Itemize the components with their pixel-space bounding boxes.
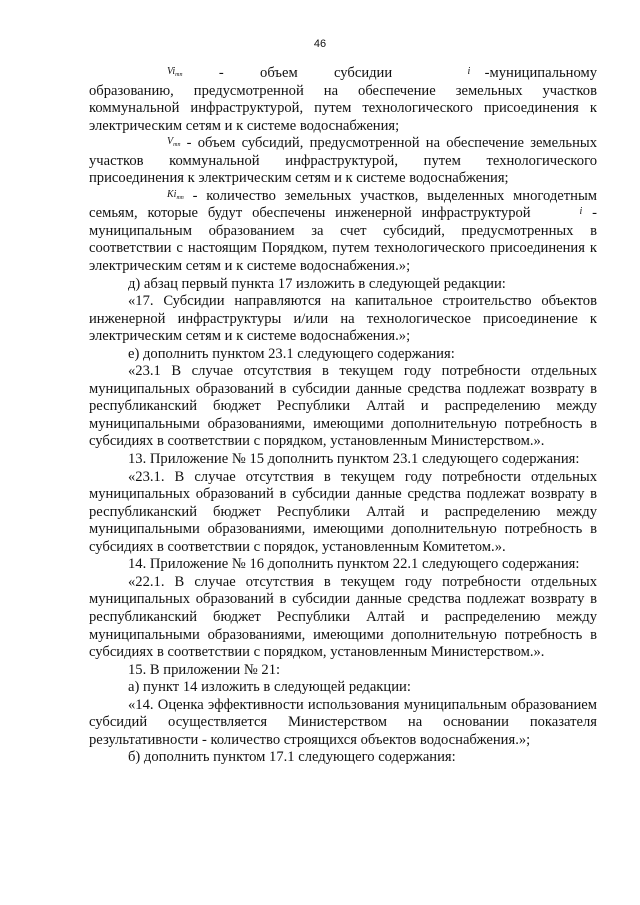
paragraph-definition-vi-text-b: -муниципальному образованию, предусмотренной на обеспечение земельных участков коммунальной инфраструктурой, путем технологического присоединения к электрическим сетям и к системе водоснабжения; (89, 65, 598, 134)
paragraph-definition-ki (89, 188, 597, 276)
paragraph-15: 15. В приложении № 21: (128, 661, 281, 678)
document-body (89, 65, 597, 767)
formula-symbol-vi-base: Vi (167, 66, 176, 77)
paragraph-item-14: «14. Оценка эффективности использования муниципальным образованием субсидий осуществляется Министерством на основании показателя результативности - количество строящихся объектов водоснабжения.»; (89, 696, 597, 748)
formula-symbol-v (128, 137, 180, 148)
formula-symbol-i: i (467, 66, 471, 77)
paragraph-definition-ki-text-a: - количество земельных участков, выделенных многодетным семьям, которые будут обеспечены инженерной инфраструктурой (89, 187, 597, 222)
paragraph-e: е) дополнить пунктом 23.1 следующего содержания: (128, 345, 455, 362)
paragraph-item-23-1: «23.1 В случае отсутствия в текущем году потребности отдельных муниципальных образований в субсидии данные средства подлежат возврату в республиканский бюджет Республики Алтай и распределению между муниципальными образованиями, имеющими дополнительную потребность в субсидиях в соответствии с порядком, установленным Министерством.». (89, 363, 597, 450)
paragraph-item-22-1: «22.1. В случае отсутствия в текущем году потребности отдельных муниципальных образований в субсидии данные средства подлежат возврату в республиканский бюджет Республики Алтай и распределению между муниципальными образованиями, имеющими дополнительную потребность в субсидиях в соответствии с порядком, установленным Министерством.». (89, 573, 597, 661)
paragraph-definition-vi-text-a: - объем субсидии (182, 65, 429, 81)
paragraph-b: б) дополнить пунктом 17.1 следующего содержания: (128, 749, 456, 766)
formula-symbol-vi-sub: тп (175, 72, 183, 78)
paragraph-definition-v-text: - объем субсидий, предусмотренной на обеспечение земельных участков коммунальной инфраструктурой, путем технологического присоединения к электрическим сетям и к системе водоснабжения; (89, 135, 597, 187)
paragraph-13: 13. Приложение № 15 дополнить пунктом 23.1 следующего содержания: (128, 451, 580, 468)
paragraph-definition-ki-text-b: - муниципальным образованием за счет субсидий, предусмотренных в соответствии с настоящим Порядком, путем технологического присоединения к электрическим сетям и к системе водоснабжения.»; (89, 205, 597, 275)
paragraph-14: 14. Приложение № 16 дополнить пунктом 22.1 следующего содержания: (128, 556, 580, 573)
formula-symbol-ki-base: Ki (167, 188, 177, 200)
page-number: 46 (313, 38, 327, 50)
formula-symbol-ki-sub: тп (176, 194, 184, 201)
formula-symbol-v-sub: тп (173, 142, 181, 149)
formula-symbol-i-2: i (579, 206, 583, 218)
paragraph-item-17: «17. Субсидии направляются на капитальное строительство объектов инженерной инфраструктуры и/или на технологическое присоединение к электрическим сетям и к системе водоснабжения.»; (89, 293, 597, 345)
paragraph-a: а) пункт 14 изложить в следующей редакции: (128, 679, 411, 696)
paragraph-definition-v (89, 135, 597, 188)
formula-symbol-v-base: V (167, 136, 174, 148)
formula-symbol-vi (128, 67, 183, 78)
paragraph-definition-vi (89, 65, 597, 135)
formula-symbol-ki (128, 190, 184, 201)
paragraph-d: д) абзац первый пункта 17 изложить в следующей редакции: (128, 275, 506, 292)
paragraph-item-23-1-committee: «23.1. В случае отсутствия в текущем году потребности отдельных муниципальных образований в субсидии данные средства подлежат возврату в республиканский бюджет Республики Алтай и распределению между муниципальными образованиями, имеющими дополнительную потребность в субсидиях в соответствии с порядок, установленным Комитетом.». (89, 468, 597, 555)
